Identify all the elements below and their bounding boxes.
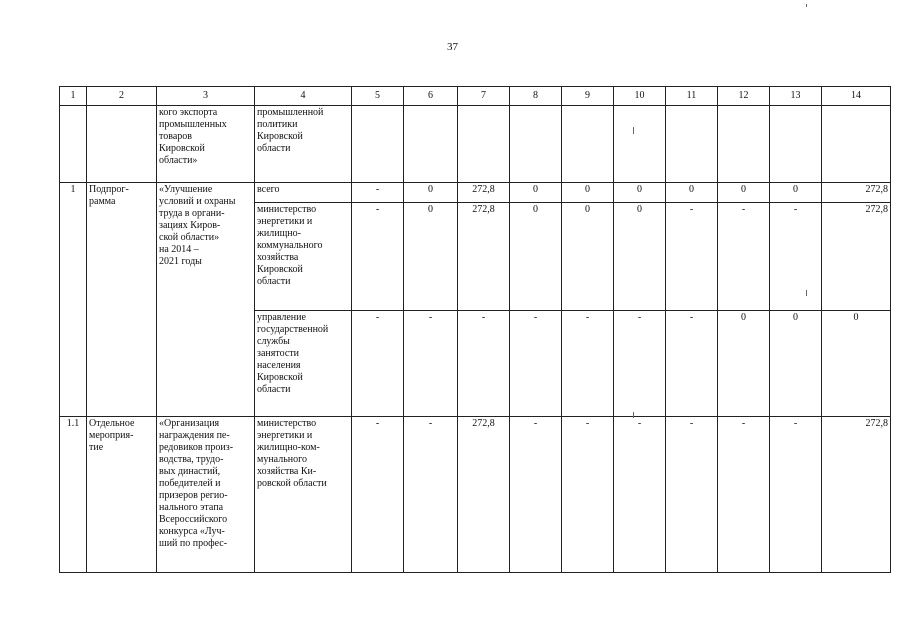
table-cell bbox=[157, 106, 255, 183]
value-cell: 0 bbox=[562, 183, 614, 203]
table-row-continuation bbox=[60, 106, 891, 183]
value-cell: - bbox=[458, 311, 510, 417]
budget-table bbox=[59, 86, 891, 573]
value-cell: 0 bbox=[770, 311, 822, 417]
value-cell: - bbox=[770, 417, 822, 573]
table-cell bbox=[255, 106, 352, 183]
column-header: 4 bbox=[255, 87, 352, 106]
value-cell: - bbox=[614, 417, 666, 573]
table-cell bbox=[255, 311, 352, 417]
table-cell bbox=[404, 106, 458, 183]
value-cell: 272,8 bbox=[822, 417, 891, 573]
table-cell bbox=[255, 417, 352, 573]
value-cell: - bbox=[718, 417, 770, 573]
page-number: 37 bbox=[447, 41, 458, 53]
value-cell: - bbox=[666, 417, 718, 573]
column-header: 3 bbox=[157, 87, 255, 106]
value-cell: - bbox=[562, 311, 614, 417]
value-cell: 272,8 bbox=[458, 417, 510, 573]
column-header: 10 bbox=[614, 87, 666, 106]
value-cell: 0 bbox=[822, 311, 891, 417]
column-header: 12 bbox=[718, 87, 770, 106]
measure-name: «Организация награждения пе- редовиков произ- водства, трудо- вых династий, победителей и призеров регио- нального этапа Всероссийского конкурса «Луч- ший по профес- bbox=[159, 418, 234, 549]
column-header: 14 bbox=[822, 87, 891, 106]
table-cell bbox=[822, 106, 891, 183]
column-header: 1 bbox=[60, 87, 87, 106]
column-header: 5 bbox=[352, 87, 404, 106]
table-cell bbox=[666, 106, 718, 183]
row-code: 1.1 bbox=[60, 417, 87, 573]
executor-cell: всего bbox=[255, 183, 352, 203]
value-cell: - bbox=[562, 417, 614, 573]
value-cell: 0 bbox=[718, 311, 770, 417]
value-cell: 0 bbox=[614, 203, 666, 311]
scan-speck bbox=[806, 4, 807, 7]
table-cell bbox=[255, 203, 352, 311]
table-cell bbox=[770, 106, 822, 183]
scan-speck bbox=[633, 127, 634, 134]
row-type: Подпрог- рамма bbox=[89, 184, 129, 207]
value-cell: 0 bbox=[562, 203, 614, 311]
executor-cell: министерство энергетики и жилищно- коммунального хозяйства Кировской области bbox=[257, 204, 323, 287]
value-cell: - bbox=[352, 311, 404, 417]
column-header: 2 bbox=[87, 87, 157, 106]
value-cell: - bbox=[666, 203, 718, 311]
value-cell: - bbox=[510, 417, 562, 573]
subprogram-name: «Улучшение условий и охраны труда в органи- зациях Киров- ской области» на 2014 – 2021 годы bbox=[159, 184, 236, 267]
value-cell: 0 bbox=[404, 183, 458, 203]
column-header: 11 bbox=[666, 87, 718, 106]
table-cell bbox=[352, 106, 404, 183]
value-cell: 272,8 bbox=[822, 183, 891, 203]
table-cell bbox=[87, 106, 157, 183]
column-header: 8 bbox=[510, 87, 562, 106]
value-cell: - bbox=[510, 311, 562, 417]
value-cell: 0 bbox=[404, 203, 458, 311]
value-cell: 0 bbox=[770, 183, 822, 203]
value-cell: - bbox=[404, 417, 458, 573]
value-cell: - bbox=[352, 417, 404, 573]
column-header: 9 bbox=[562, 87, 614, 106]
table-cell bbox=[60, 106, 87, 183]
value-cell: 0 bbox=[510, 203, 562, 311]
value-cell: 0 bbox=[718, 183, 770, 203]
value-cell: 272,8 bbox=[458, 203, 510, 311]
column-header: 13 bbox=[770, 87, 822, 106]
table-cell bbox=[157, 183, 255, 417]
table-cell bbox=[614, 106, 666, 183]
table-cell bbox=[562, 106, 614, 183]
value-cell: 272,8 bbox=[458, 183, 510, 203]
value-cell: 272,8 bbox=[822, 203, 891, 311]
executor-cell: министерство энергетики и жилищно-ком- мунального хозяйства Ки- ровской области bbox=[257, 418, 327, 489]
value-cell: 0 bbox=[510, 183, 562, 203]
table-cell bbox=[718, 106, 770, 183]
header-row bbox=[60, 87, 891, 106]
program-name-continuation: кого экспорта промышленных товаров Кировской области» bbox=[159, 107, 227, 166]
value-cell: - bbox=[718, 203, 770, 311]
table-cell bbox=[87, 183, 157, 417]
column-header: 6 bbox=[404, 87, 458, 106]
value-cell: - bbox=[404, 311, 458, 417]
executor-cell: управление государственной службы занятости населения Кировской области bbox=[257, 312, 329, 395]
column-header: 7 bbox=[458, 87, 510, 106]
table-cell bbox=[157, 417, 255, 573]
value-cell: 0 bbox=[666, 183, 718, 203]
value-cell: - bbox=[614, 311, 666, 417]
value-cell: - bbox=[352, 203, 404, 311]
value-cell: - bbox=[352, 183, 404, 203]
executor-continuation: промышленной политики Кировской области bbox=[257, 107, 324, 154]
row-code: 1 bbox=[60, 183, 87, 417]
table-cell bbox=[87, 417, 157, 573]
scan-speck bbox=[633, 412, 634, 418]
row-type: Отдельное мероприя- тие bbox=[89, 418, 135, 453]
table-row-measure bbox=[60, 417, 891, 573]
table-cell bbox=[510, 106, 562, 183]
value-cell: - bbox=[770, 203, 822, 311]
value-cell: - bbox=[666, 311, 718, 417]
scan-speck bbox=[806, 290, 807, 296]
table-row-subprogram-total bbox=[60, 183, 891, 203]
table-cell bbox=[458, 106, 510, 183]
value-cell: 0 bbox=[614, 183, 666, 203]
